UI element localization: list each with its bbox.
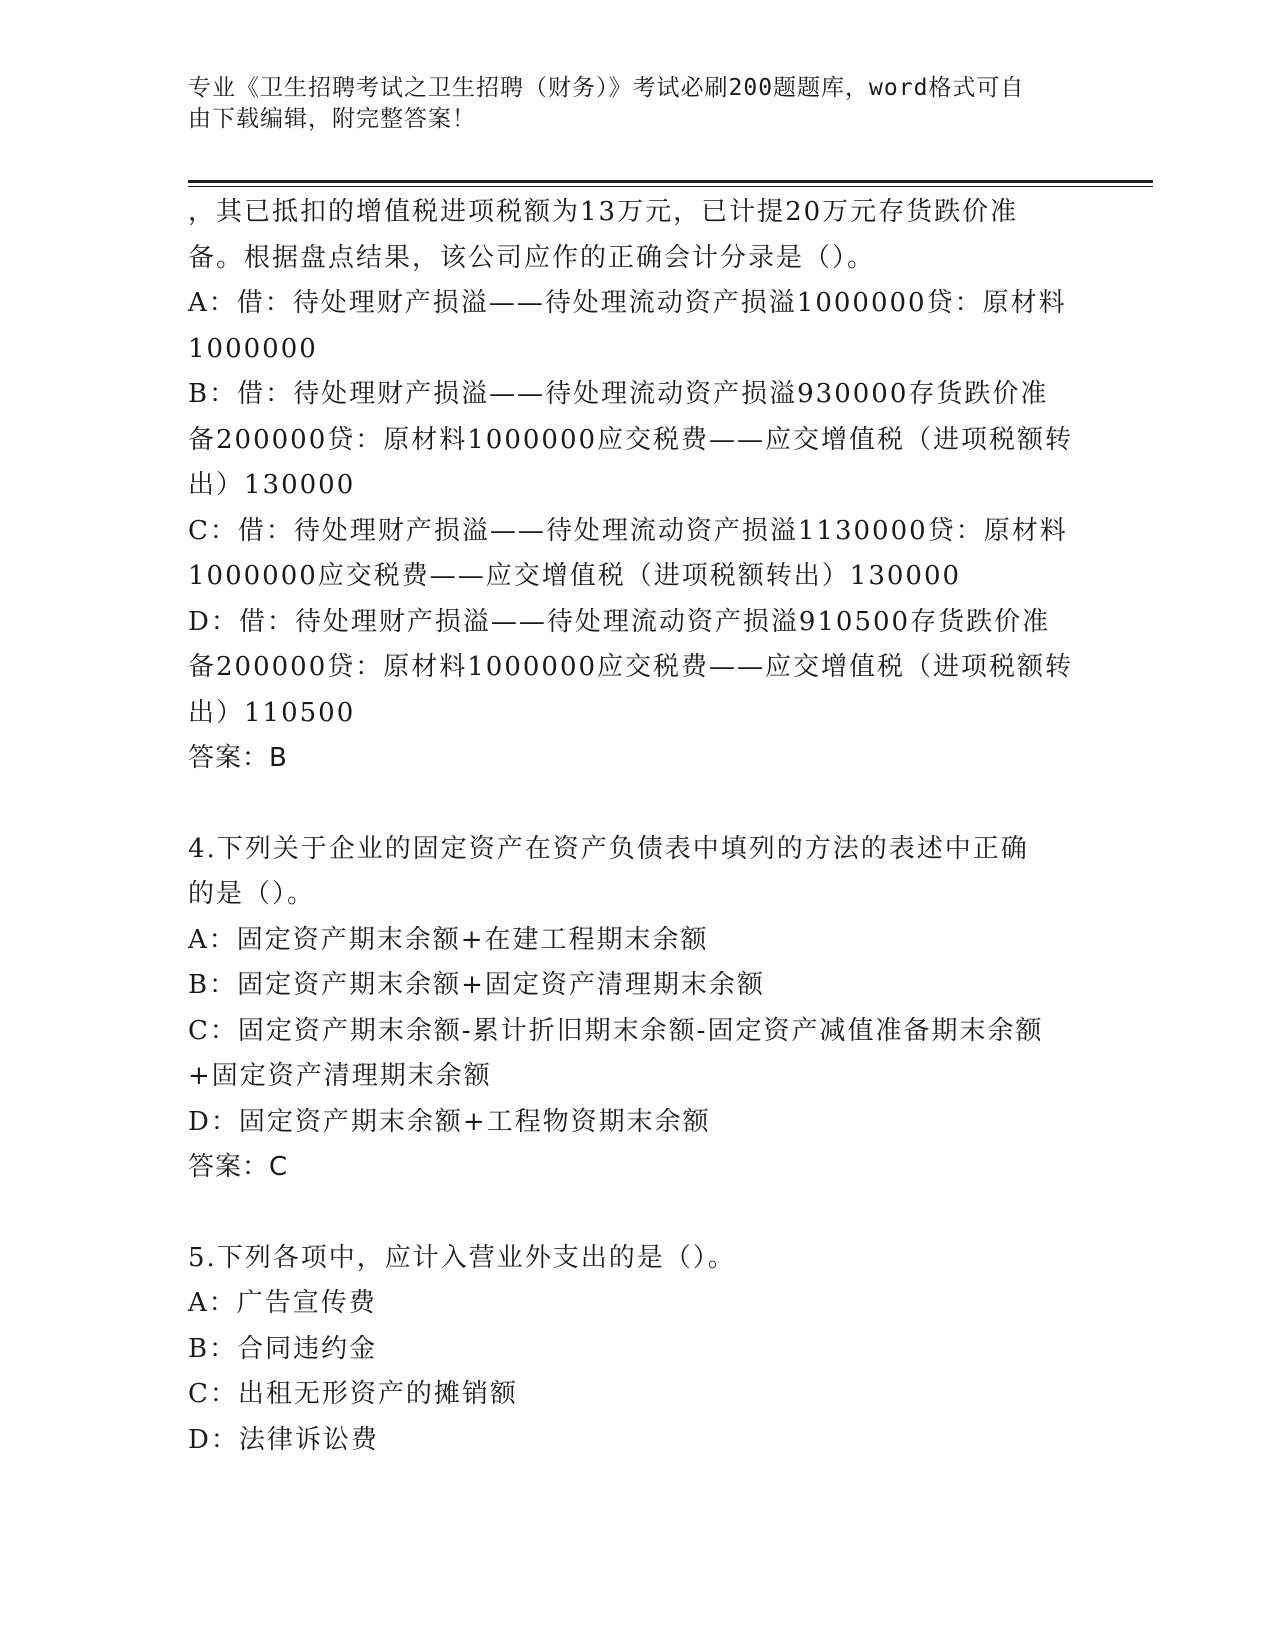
spacer bbox=[188, 1191, 1083, 1236]
option-d: D：固定资产期末余额+工程物资期末余额 bbox=[188, 1106, 711, 1137]
option-d-line: 备200000贷：原材料1000000应交税费——应交增值税（进项税额转 bbox=[188, 652, 1074, 682]
option-a-line: A：借：待处理财产损溢——待处理流动资产损溢1000000贷：原材料 bbox=[188, 288, 1067, 318]
option-d-line: 出）110500 bbox=[188, 697, 356, 728]
option-d-line: D：借：待处理财产损溢——待处理流动资产损溢910500存货跌价准 bbox=[188, 606, 1051, 637]
option-c-line: 1000000应交税费——应交增值税（进项税额转出）130000 bbox=[188, 561, 962, 591]
document-header bbox=[188, 73, 1068, 135]
option-c-line: C：固定资产期末余额-累计折旧期末余额-固定资产减值准备期末余额 bbox=[188, 1015, 1044, 1046]
question-stem-line: 的是（）。 bbox=[188, 879, 316, 909]
option-b: B：合同违约金 bbox=[188, 1333, 378, 1364]
answer-label: 答案：B bbox=[188, 743, 288, 773]
question-4-block bbox=[188, 827, 1083, 1191]
option-b-line: B：借：待处理财产损溢——待处理流动资产损溢930000存货跌价准 bbox=[188, 379, 1049, 409]
option-c-line: C：借：待处理财产损溢——待处理流动资产损溢1130000贷：原材料 bbox=[188, 515, 1068, 546]
option-a-line: 1000000 bbox=[188, 333, 318, 364]
option-a: A：固定资产期末余额+在建工程期末余额 bbox=[188, 924, 709, 955]
question-content bbox=[188, 190, 1083, 1463]
option-d: D：法律诉讼费 bbox=[188, 1424, 379, 1455]
option-b-line: 出）130000 bbox=[188, 470, 356, 500]
question-3-block bbox=[188, 190, 1083, 782]
question-stem-line: 4.下列关于企业的固定资产在资产负债表中填列的方法的表述中正确 bbox=[188, 833, 1029, 864]
option-c: C：出租无形资产的摊销额 bbox=[188, 1379, 518, 1409]
header-divider-thick bbox=[188, 180, 1153, 183]
option-b: B：固定资产期末余额+固定资产清理期末余额 bbox=[188, 970, 765, 1000]
question-stem-line: ，其已抵扣的增值税进项税额为13万元，已计提20万元存货跌价准 bbox=[188, 197, 1019, 227]
header-divider-thin bbox=[188, 186, 1153, 187]
option-a: A：广告宣传费 bbox=[188, 1288, 377, 1318]
spacer bbox=[188, 782, 1083, 827]
question-stem: 5.下列各项中，应计入营业外支出的是（）。 bbox=[188, 1242, 736, 1273]
answer-label: 答案：C bbox=[188, 1152, 289, 1182]
option-b-line: 备200000贷：原材料1000000应交税费——应交增值税（进项税额转 bbox=[188, 424, 1074, 455]
question-5-block bbox=[188, 1236, 1083, 1464]
header-line-1: 专业《卫生招聘考试之卫生招聘（财务）》考试必刷200题题库，word格式可自 bbox=[188, 75, 1025, 101]
header-line-2: 由下载编辑，附完整答案！ bbox=[188, 106, 476, 132]
question-stem-line: 备。根据盘点结果，该公司应作的正确会计分录是（）。 bbox=[188, 242, 876, 273]
option-c-line: +固定资产清理期末余额 bbox=[188, 1061, 492, 1091]
